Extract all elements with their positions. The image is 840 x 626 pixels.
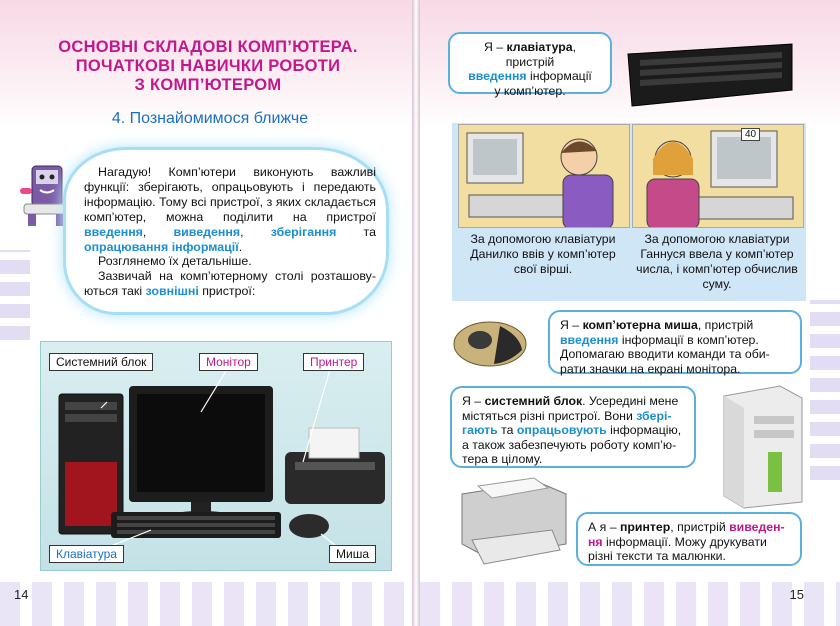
printer-speech-bubble: А я – принтер, пристрій виведення інформації. Можу друкувати різні тексти та малюнки.	[576, 512, 802, 566]
page-number-right: 15	[789, 587, 804, 602]
computer-setup-illustration	[41, 342, 393, 572]
system-unit-photo	[714, 382, 806, 510]
left-page	[0, 0, 412, 626]
caption-boy: За допомогою клавіатури Данилко ввів у комп’ютер свої вірші.	[470, 232, 616, 276]
book-spine	[412, 0, 420, 626]
label-monitor: Монітор	[199, 353, 258, 371]
label-printer: Принтер	[303, 353, 364, 371]
side-stripes	[810, 300, 840, 480]
mouse-speech-bubble: Я – комп’ютерна миша, пристрій введення інформації в комп’ютер. Допомагаю вводити команди та обирати значки на екрані монітора.	[548, 310, 802, 374]
sysunit-speech-bubble: Я – системний блок. Усередині мене містяться різні пристрої. Вони зберігають та опрацьовують інформацію, а також забезпечують роботу комп’ютера в цілому.	[450, 386, 696, 468]
page-title: ОСНОВНІ СКЛАДОВІ КОМП’ЮТЕРА. ПОЧАТКОВІ НАВИЧКИ РОБОТИ З КОМП’ЮТЕРОМ	[58, 38, 358, 94]
boy-typing-illustration	[458, 124, 630, 228]
label-system-unit: Системний блок	[49, 353, 153, 371]
computer-setup-photo	[40, 341, 392, 571]
keyboard-speech-bubble: Я – клавіатура, пристрій введення інформації у комп’ютер.	[448, 32, 612, 94]
label-keyboard: Клавіатура	[49, 545, 124, 563]
girl-typing-illustration	[632, 124, 804, 228]
caption-girl: За допомогою клавіатури Ганнуся ввела у комп’ютер числа, і комп’ютер обчислив суму.	[636, 232, 798, 291]
mouse-photo	[450, 316, 530, 372]
bottom-stripes	[420, 582, 840, 626]
calc-screen-value: 40	[741, 128, 760, 141]
printer-photo	[448, 474, 572, 570]
intro-text: Нагадую! Комп’ютери виконують важливі функції: зберігають, опрацьовують і передають інформацію. Тому всі пристрої, з яких складається комп’ютер, можна поділити на пристрої введення, виведення, зберігання та опрацювання інформації. Розглянемо їх детальніше. Зазвичай на комп’ютерному столі розташовуються такі зовнішні пристрої:	[84, 165, 376, 299]
side-stripes	[0, 250, 30, 340]
bottom-stripes	[0, 582, 412, 626]
label-mouse: Миша	[329, 545, 376, 563]
keyboard-photo	[622, 40, 798, 112]
page-number-left: 14	[14, 587, 29, 602]
section-subtitle: 4. Познайомимося ближче	[111, 110, 309, 127]
